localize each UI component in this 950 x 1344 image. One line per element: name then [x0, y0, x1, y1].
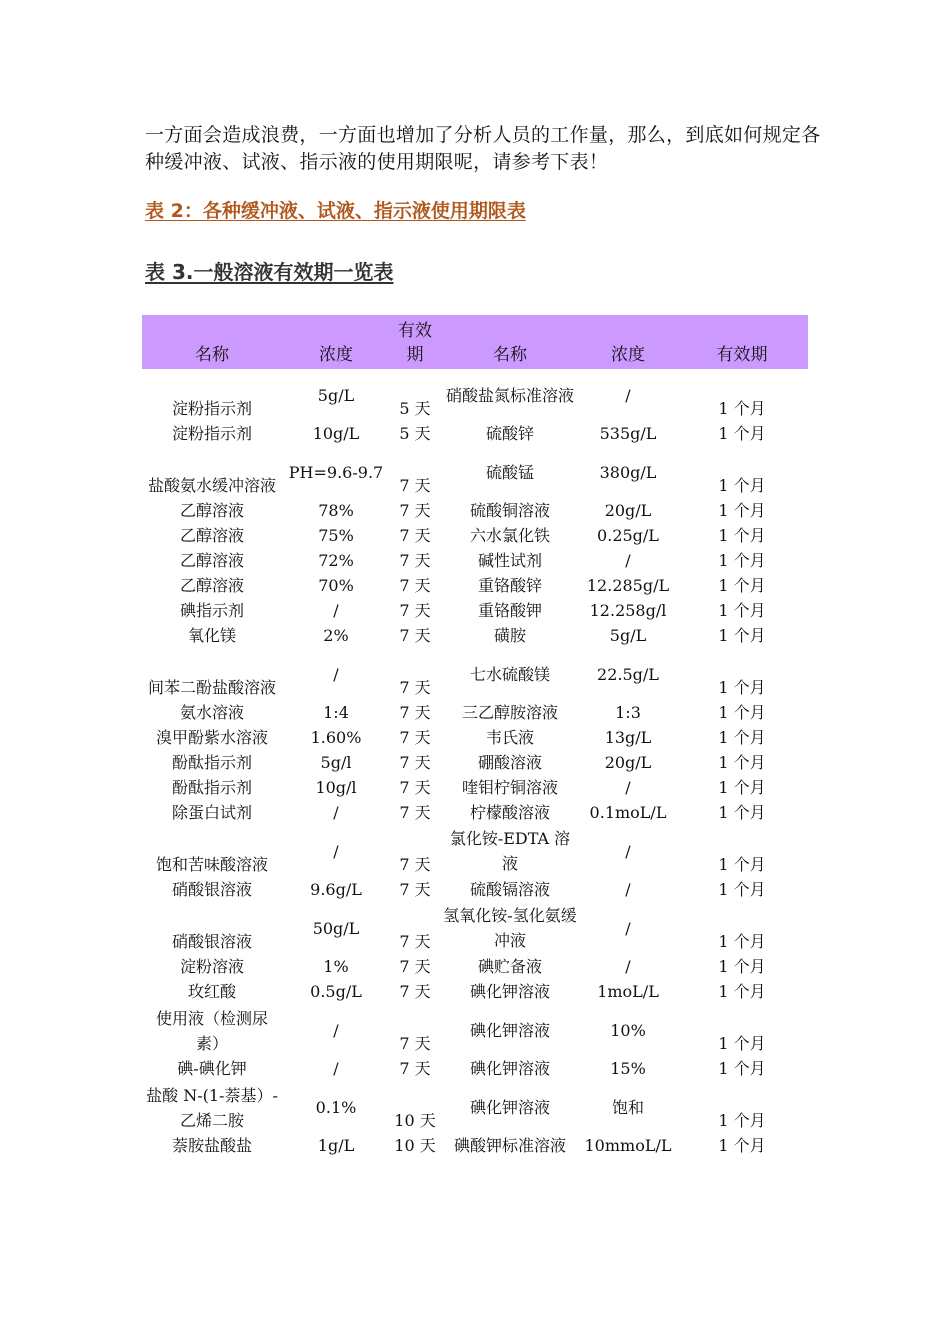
- col-header-validity: 有效期: [390, 315, 440, 369]
- cell-name: 硝酸银溶液: [171, 932, 252, 951]
- cell-concentration-2: 535g/L: [599, 424, 657, 443]
- cell-concentration: 5g/l: [320, 753, 352, 772]
- cell-validity-2: 1 个月: [718, 803, 766, 822]
- cell-name: 玫红酸: [187, 982, 236, 1001]
- cell-validity: 7 天: [399, 501, 431, 520]
- cell-name: 间苯二酚盐酸溶液: [147, 678, 276, 697]
- table-row: [142, 800, 808, 825]
- cell-name-2: 硝酸盐氮标准溶液: [445, 385, 574, 405]
- cell-name: 乙醇溶液: [179, 576, 244, 595]
- cell-concentration: PH=9.6-9.7: [288, 462, 384, 482]
- cell-validity-2: 1 个月: [718, 576, 766, 595]
- cell-validity-2: 1 个月: [718, 728, 766, 747]
- cell-validity-2: 1 个月: [718, 1059, 766, 1078]
- cell-validity-2: 1 个月: [718, 1136, 766, 1155]
- cell-validity: 7 天: [399, 803, 431, 822]
- cell-name: 盐酸 N-(1-萘基）-乙烯二胺: [146, 1086, 278, 1130]
- col-header-concentration-2: 浓度: [580, 315, 676, 369]
- table2-title-link[interactable]: 表 2：各种缓冲液、试液、指示液使用期限表: [145, 200, 526, 222]
- cell-validity-2: 1 个月: [718, 1111, 766, 1130]
- cell-validity-2: 1 个月: [718, 424, 766, 443]
- cell-validity: 7 天: [399, 476, 431, 495]
- cell-concentration: 9.6g/L: [310, 880, 362, 899]
- cell-name-2: 磺胺: [493, 626, 526, 645]
- cell-validity-2: 1 个月: [718, 476, 766, 495]
- cell-concentration-2: 20g/L: [604, 501, 652, 520]
- cell-name: 氧化镁: [187, 626, 236, 645]
- cell-name: 乙醇溶液: [179, 501, 244, 520]
- table-header-row: [142, 315, 808, 369]
- cell-validity: 10 天: [394, 1136, 436, 1155]
- cell-validity: 7 天: [399, 982, 431, 1001]
- cell-concentration: 1.60%: [310, 728, 362, 747]
- cell-name-2: 碘化钾溶液: [469, 1097, 550, 1117]
- cell-name: 酚酞指示剂: [171, 753, 252, 772]
- cell-concentration-2: /: [625, 918, 631, 938]
- table-row: [142, 548, 808, 573]
- cell-name-2: 碘化钾溶液: [469, 1059, 550, 1078]
- table-row: [142, 421, 808, 446]
- cell-name-2: 硫酸铜溶液: [469, 501, 550, 520]
- cell-validity-2: 1 个月: [718, 626, 766, 645]
- intro-paragraph: 一方面会造成浪费，一方面也增加了分析人员的工作量，那么，到底如何规定各种缓冲液、试液、指示液的使用期限呢，请参考下表！: [145, 124, 821, 173]
- cell-validity-2: 1 个月: [718, 703, 766, 722]
- cell-name-2: 碱性试剂: [477, 551, 542, 570]
- cell-validity-2: 1 个月: [718, 399, 766, 418]
- cell-name: 溴甲酚紫水溶液: [155, 728, 268, 747]
- cell-validity: 7 天: [399, 728, 431, 747]
- cell-name-2: 重铬酸钾: [477, 601, 542, 620]
- cell-validity-2: 1 个月: [718, 880, 766, 899]
- col-header-concentration: 浓度: [282, 315, 390, 369]
- cell-name: 盐酸氨水缓冲溶液: [147, 476, 276, 495]
- cell-validity-2: 1 个月: [718, 551, 766, 570]
- cell-concentration-2: 10mmoL/L: [584, 1136, 672, 1155]
- cell-validity: 7 天: [399, 1059, 431, 1078]
- cell-name-2: 七水硫酸镁: [469, 664, 550, 684]
- cell-validity: 7 天: [399, 626, 431, 645]
- cell-concentration-2: /: [625, 841, 631, 861]
- table-row: [142, 523, 808, 548]
- table-row: [142, 725, 808, 750]
- cell-name: 饱和苦味酸溶液: [155, 855, 268, 874]
- cell-name-2: 碘贮备液: [477, 957, 542, 976]
- table-row: [142, 954, 808, 979]
- table-row: [142, 498, 808, 523]
- cell-name: 淀粉溶液: [179, 957, 244, 976]
- cell-validity-2: 1 个月: [718, 982, 766, 1001]
- cell-concentration: /: [333, 1059, 339, 1078]
- cell-validity-2: 1 个月: [718, 932, 766, 951]
- table-row: [142, 446, 808, 498]
- table-row: [142, 877, 808, 902]
- cell-concentration: 1%: [323, 957, 349, 976]
- cell-validity-2: 1 个月: [718, 501, 766, 520]
- cell-validity: 7 天: [399, 678, 431, 697]
- cell-validity-2: 1 个月: [718, 1034, 766, 1053]
- cell-name-2: 重铬酸锌: [477, 576, 542, 595]
- table-row: [142, 598, 808, 623]
- cell-concentration: 75%: [318, 526, 354, 545]
- cell-validity: 7 天: [399, 1034, 431, 1053]
- cell-validity: 7 天: [399, 551, 431, 570]
- cell-name: 萘胺盐酸盐: [171, 1136, 252, 1155]
- cell-name-2: 碘化钾溶液: [469, 1020, 550, 1040]
- cell-validity: 7 天: [399, 855, 431, 874]
- cell-name-2: 六水氯化铁: [469, 526, 550, 545]
- cell-validity: 5 天: [399, 399, 431, 418]
- table-row: [142, 979, 808, 1004]
- col-header-name: 名称: [142, 315, 282, 369]
- cell-name-2: 碘酸钾标准溶液: [453, 1136, 566, 1155]
- cell-concentration-2: 饱和: [611, 1097, 644, 1117]
- cell-concentration: 72%: [318, 551, 354, 570]
- cell-concentration: 2%: [323, 626, 349, 645]
- cell-validity: 7 天: [399, 778, 431, 797]
- cell-concentration-2: 5g/L: [609, 626, 647, 645]
- cell-concentration-2: 10%: [610, 1020, 646, 1040]
- cell-concentration-2: 15%: [610, 1059, 646, 1078]
- table-row: [142, 623, 808, 648]
- cell-validity: 5 天: [399, 424, 431, 443]
- cell-concentration: 5g/L: [317, 385, 355, 405]
- table3-title: 表 3.一般溶液有效期一览表: [145, 260, 394, 284]
- cell-concentration: 1:4: [323, 703, 349, 722]
- table-row: [142, 775, 808, 800]
- cell-name-2: 硫酸锌: [485, 424, 534, 443]
- table-row: [142, 648, 808, 700]
- cell-concentration: /: [333, 1020, 339, 1040]
- cell-concentration: 78%: [318, 501, 354, 520]
- solution-validity-table: [142, 315, 808, 1158]
- cell-concentration-2: /: [625, 778, 631, 797]
- cell-concentration-2: 12.258g/l: [589, 601, 667, 620]
- table-row: [142, 573, 808, 598]
- cell-validity: 10 天: [394, 1111, 436, 1130]
- table-row: [142, 1004, 808, 1056]
- cell-concentration-2: 13g/L: [604, 728, 652, 747]
- cell-name-2: 硫酸锰: [485, 462, 534, 482]
- cell-name-2: 柠檬酸溶液: [469, 803, 550, 822]
- cell-concentration-2: 380g/L: [599, 462, 657, 482]
- cell-validity-2: 1 个月: [718, 753, 766, 772]
- table-row: [142, 700, 808, 725]
- cell-name-2: 氯化铵-EDTA 溶液: [449, 829, 571, 873]
- cell-concentration: /: [333, 841, 339, 861]
- cell-validity: 7 天: [399, 576, 431, 595]
- cell-name: 使用液（检测尿素）: [155, 1009, 268, 1053]
- cell-name: 乙醇溶液: [179, 551, 244, 570]
- cell-validity-2: 1 个月: [718, 601, 766, 620]
- cell-concentration-2: /: [625, 385, 631, 405]
- table-row: [142, 1081, 808, 1133]
- cell-concentration: 0.1%: [315, 1097, 357, 1117]
- cell-concentration-2: 1moL/L: [597, 982, 659, 1001]
- cell-name: 碘-碘化钾: [177, 1059, 247, 1078]
- cell-validity: 7 天: [399, 703, 431, 722]
- cell-name: 硝酸银溶液: [171, 880, 252, 899]
- cell-validity-2: 1 个月: [718, 855, 766, 874]
- cell-concentration-2: 0.1moL/L: [589, 803, 667, 822]
- cell-concentration: /: [333, 601, 339, 620]
- cell-validity: 7 天: [399, 932, 431, 951]
- cell-concentration-2: 0.25g/L: [597, 526, 659, 545]
- table-row: [142, 825, 808, 877]
- cell-name-2: 硫酸镉溶液: [469, 880, 550, 899]
- table-row: [142, 369, 808, 421]
- cell-concentration: 1g/L: [317, 1136, 355, 1155]
- cell-concentration: 70%: [318, 576, 354, 595]
- cell-validity: 7 天: [399, 526, 431, 545]
- cell-validity: 7 天: [399, 957, 431, 976]
- cell-concentration-2: 1:3: [615, 703, 641, 722]
- table-row: [142, 750, 808, 775]
- cell-concentration-2: /: [625, 551, 631, 570]
- cell-concentration-2: 22.5g/L: [597, 664, 659, 684]
- cell-name: 淀粉指示剂: [171, 424, 252, 443]
- cell-validity: 7 天: [399, 880, 431, 899]
- cell-concentration-2: 20g/L: [604, 753, 652, 772]
- cell-name-2: 硼酸溶液: [477, 753, 542, 772]
- cell-concentration-2: 12.285g/L: [586, 576, 670, 595]
- cell-concentration-2: /: [625, 957, 631, 976]
- cell-validity: 7 天: [399, 753, 431, 772]
- cell-name: 乙醇溶液: [179, 526, 244, 545]
- cell-name-2: 氢氧化铵-氢化氨缓冲液: [443, 906, 577, 950]
- table-row: [142, 902, 808, 954]
- cell-validity-2: 1 个月: [718, 778, 766, 797]
- col-header-validity-2: 有效期: [676, 315, 808, 369]
- cell-name-2: 韦氏液: [485, 728, 534, 747]
- cell-concentration: /: [333, 803, 339, 822]
- cell-concentration: 0.5g/L: [310, 982, 362, 1001]
- table-row: [142, 1133, 808, 1158]
- cell-name: 除蛋白试剂: [171, 803, 252, 822]
- cell-validity-2: 1 个月: [718, 526, 766, 545]
- col-header-name-2: 名称: [440, 315, 580, 369]
- cell-name-2: 三乙醇胺溶液: [461, 703, 558, 722]
- cell-concentration: 10g/L: [312, 424, 360, 443]
- cell-validity: 7 天: [399, 601, 431, 620]
- cell-name: 酚酞指示剂: [171, 778, 252, 797]
- cell-validity-2: 1 个月: [718, 957, 766, 976]
- cell-name-2: 喹钼柠铜溶液: [461, 778, 558, 797]
- cell-validity-2: 1 个月: [718, 678, 766, 697]
- cell-concentration: 50g/L: [312, 918, 360, 938]
- table-row: [142, 1056, 808, 1081]
- cell-concentration: /: [333, 664, 339, 684]
- cell-name: 氨水溶液: [179, 703, 244, 722]
- cell-name-2: 碘化钾溶液: [469, 982, 550, 1001]
- cell-concentration: 10g/l: [315, 778, 357, 797]
- cell-name: 碘指示剂: [179, 601, 244, 620]
- cell-name: 淀粉指示剂: [171, 399, 252, 418]
- cell-concentration-2: /: [625, 880, 631, 899]
